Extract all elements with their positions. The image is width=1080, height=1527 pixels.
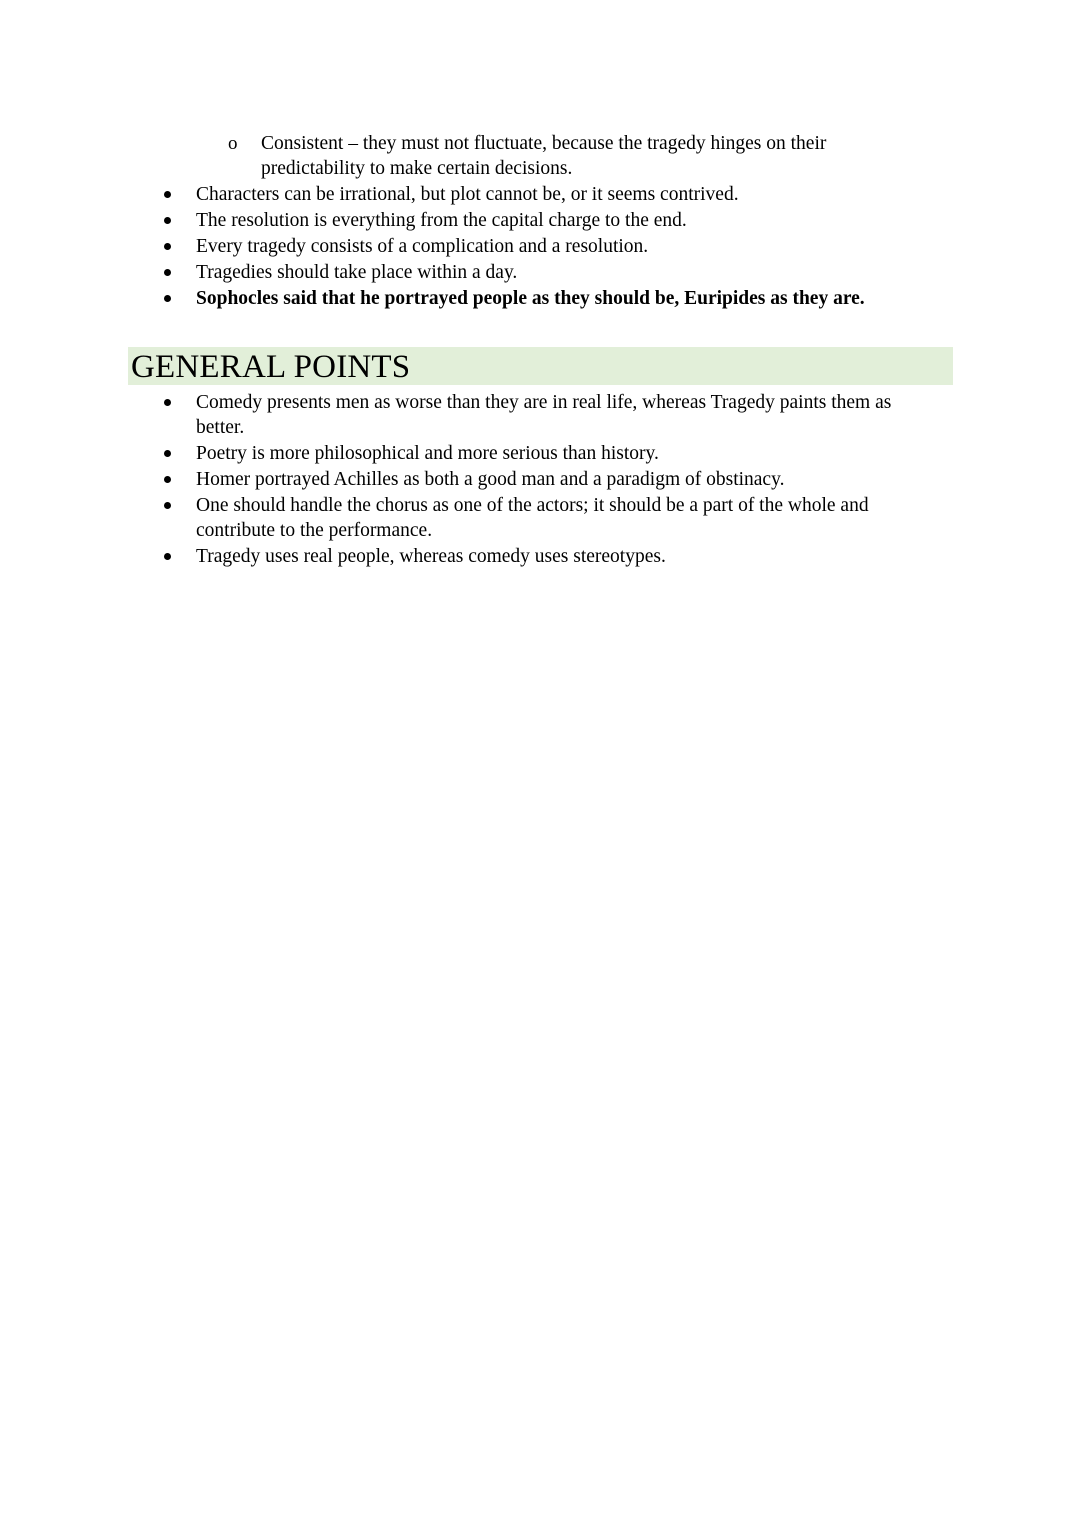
sub-list-item-text: Consistent – they must not fluctuate, because the tragedy hinges on their predictability to make certain decisions. [261,133,827,179]
sub-list-item [0,131,1080,181]
list-item-bold [0,286,1080,311]
list-item-text: The resolution is everything from the capital charge to the end. [196,210,687,231]
bullet-icon [164,476,171,483]
list-item [0,467,1080,492]
list-item-text: Comedy presents men as worse than they are in real life, whereas Tragedy paints them as better. [196,392,892,438]
bullet-icon [164,502,171,509]
list-item-text: Poetry is more philosophical and more serious than history. [196,443,659,464]
section-heading: GENERAL POINTS [131,349,411,385]
list-item-text: Tragedy uses real people, whereas comedy uses stereotypes. [196,546,666,567]
list-item-text: Homer portrayed Achilles as both a good man and a paradigm of obstinacy. [196,469,785,490]
list-item [0,544,1080,569]
list-item [0,493,1080,543]
list-item [0,208,1080,233]
bullet-icon [164,191,171,198]
list-item [0,260,1080,285]
top-list [0,131,1080,312]
list-item [0,441,1080,466]
list-item [0,182,1080,207]
list-item-text: Every tragedy consists of a complication and a resolution. [196,236,649,257]
general-points-list [0,390,1080,570]
bullet-icon [164,553,171,560]
bullet-icon [164,243,171,250]
bullet-icon [164,399,171,406]
bullet-icon [164,269,171,276]
list-item [0,390,1080,440]
bullet-icon [164,295,171,302]
bullet-icon [164,450,171,457]
list-item-text: Tragedies should take place within a day. [196,262,518,283]
hollow-bullet-icon: o [228,133,238,154]
list-item-text: Sophocles said that he portrayed people as they should be, Euripides as they are. [196,288,865,309]
bullet-icon [164,217,171,224]
list-item-text: Characters can be irrational, but plot cannot be, or it seems contrived. [196,184,739,205]
list-item [0,234,1080,259]
list-item-text: One should handle the chorus as one of the actors; it should be a part of the whole and contribute to the performance. [196,495,869,541]
